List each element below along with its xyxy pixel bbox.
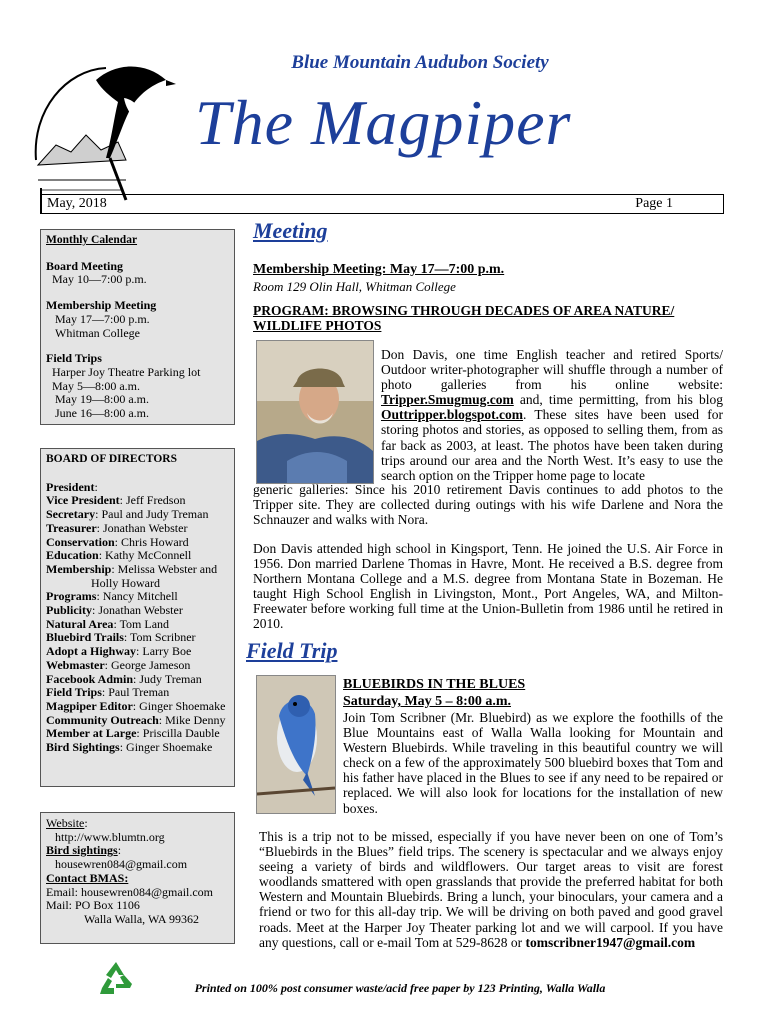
board-separator: : (119, 740, 127, 755)
board-separator: : (123, 630, 131, 645)
board-member-name: Tom Scribner (130, 630, 196, 645)
field-trip-heading: Field Trip (246, 638, 338, 663)
board-separator: : (136, 726, 143, 741)
tom-email-link[interactable]: tomscribner1947@gmail.com (525, 934, 696, 950)
board-separator: : (132, 698, 140, 713)
board-member-name: Ginger Shoemake (126, 740, 213, 755)
board-role: Member at Large (46, 726, 137, 741)
board-separator: : (111, 561, 118, 576)
board-member-name: Chris Howard (121, 534, 189, 549)
meeting-text: and, time permitting, from his blog (513, 392, 723, 408)
board-separator: : (92, 603, 99, 618)
recycle-icon (96, 958, 136, 998)
board-separator: : (133, 671, 140, 686)
program-title: PROGRAM: BROWSING THROUGH DECADES OF AREA NATURE/ WILDLIFE PHOTOS (253, 303, 675, 333)
membership-meeting-time: May 17—7:00 p.m. (55, 311, 150, 326)
board-role: President (46, 479, 95, 494)
board-separator: : (158, 712, 166, 727)
board-member-name: Jonathan Webster (98, 603, 183, 618)
board-separator: : (98, 548, 106, 563)
contact-email[interactable]: Email: housewren084@gmail.com (46, 884, 214, 899)
board-member-name: Paul and Judy Treman (101, 507, 209, 522)
board-member-name: Tom Land (119, 616, 170, 631)
board-member-name: Melissa Webster and (117, 561, 218, 576)
board-member (46, 673, 229, 687)
bluebird-photo (256, 675, 336, 814)
board-list (46, 481, 229, 755)
contact-box: Website: http://www.blumtn.org Bird sightings: housewren084@gmail.com Contact BMAS: Email: housewren084@gmail.com Mail: PO Box 1106 Walla Walla, WA 99362 (40, 812, 235, 944)
board-role: Membership (46, 561, 112, 576)
website-link[interactable]: http://www.blumtn.org (55, 829, 165, 844)
board-member-name: Kathy McConnell (105, 548, 192, 563)
board-role: Field Trips (46, 685, 102, 700)
board-member (46, 604, 229, 618)
meeting-location: Room 129 Olin Hall, Whitman College (253, 279, 456, 294)
meeting-text: . These sites have been used for storing photos and stories, as opposed to selling them, from as far back as 2003, at least. The photos have been taken during trips around our area and the North West. It’s easy to use the search option on the Tripper home page to locate (381, 407, 723, 483)
board-role: Bluebird Trails (46, 630, 124, 645)
board-member-name: Nancy Mitchell (102, 589, 178, 604)
membership-meeting-label: Membership Meeting (46, 298, 157, 313)
board-role: Programs (46, 589, 97, 604)
newsletter-title: The Magpiper (195, 87, 572, 158)
board-member (46, 536, 229, 550)
board-separator: : (104, 657, 111, 672)
tripper-smugmug-link[interactable]: Tripper.Smugmug.com (381, 392, 514, 408)
meeting-paragraph-1-continued: generic galleries: Since his 2010 retirement Davis continues to add photos to the Tripper site. They are collected during outings with his wife Darlene and Nora the Schnauzer and walks with Nora. (253, 482, 723, 528)
field-trips-label: Field Trips (46, 351, 102, 366)
meeting-heading: Meeting (253, 218, 328, 243)
issue-date: May, 2018 (47, 196, 107, 211)
board-role: Vice President (46, 493, 120, 508)
board-member (46, 494, 229, 508)
board-member (46, 631, 229, 645)
meeting-subheading: Membership Meeting: May 17—7:00 p.m. (253, 262, 505, 277)
meeting-paragraph-1 (381, 347, 723, 483)
board-role: Community Outreach (46, 712, 159, 727)
board-member-name: Paul Treman (108, 685, 170, 700)
monthly-calendar-box (40, 229, 235, 425)
field-trip-paragraph-2 (259, 829, 723, 950)
board-role: Bird Sightings (46, 740, 120, 755)
board-member (46, 522, 229, 536)
field-trip-date: Saturday, May 5 – 8:00 a.m. (343, 694, 511, 709)
field-trips-place: Harper Joy Theatre Parking lot (52, 364, 201, 379)
board-member (46, 563, 229, 577)
board-member-name: Holly Howard (91, 575, 160, 590)
board-heading: BOARD OF DIRECTORS (46, 453, 177, 465)
board-member-name: Jonathan Webster (103, 520, 188, 535)
sightings-label: Bird sightings (46, 843, 118, 858)
meeting-paragraph-2: Don Davis attended high school in Kingsport, Tenn. He joined the U.S. Air Force in 1956. Don married Darlene Thomas in Havre, Mont. He received a B.S. degree from Northern Montana College and a M.S. degree from Montana State in Bozeman. He taught High School English in Livingston, Mont., Port Angeles, WA, and Milton-Freewater before working full time at the Union-Bulletin from 1986 until he retired in 2010. (253, 541, 723, 632)
board-member (46, 645, 229, 659)
board-separator: : (94, 479, 98, 494)
board-role: Treasurer (46, 520, 97, 535)
board-member (46, 659, 229, 673)
field-trip-paragraph-1: Join Tom Scribner (Mr. Bluebird) as we explore the foothills of the Blue Mountains east of Walla Walla looking for Mountain and Western Bluebirds. While traveling in this beautiful country we will check on a few of the approximately 500 bluebird boxes that Tom and his father have placed in the Blues to see if any need to be repaired or replaced. We will also look for locations for the installation of new boxes. (343, 710, 723, 816)
board-member (46, 577, 229, 591)
board-separator: : (119, 493, 126, 508)
magpie-logo-icon (26, 40, 176, 210)
board-member (46, 700, 229, 714)
board-member-name: Priscilla Dauble (142, 726, 220, 741)
membership-meeting-place: Whitman College (55, 325, 140, 340)
field-trip-date: May 19—8:00 a.m. (55, 392, 149, 407)
contact-mail: Mail: PO Box 1106 (46, 898, 140, 913)
board-member-name: George Jameson (111, 657, 191, 672)
board-member (46, 590, 229, 604)
board-member-name: Mike Denny (165, 712, 226, 727)
board-meeting-time: May 10—7:00 p.m. (52, 272, 147, 287)
board-role: Publicity (46, 603, 93, 618)
board-member (46, 618, 229, 632)
board-member (46, 686, 229, 700)
board-role: Webmaster (46, 657, 105, 672)
board-member-name: Ginger Shoemake (139, 698, 226, 713)
meeting-text: Don Davis, one time English teacher and retired Sports/ Outdoor writer-photographer will shuffle through a number of photo galleries from his online website: (381, 347, 723, 393)
board-member (46, 481, 229, 495)
board-member-name: Larry Boe (142, 644, 192, 659)
board-member-name: Jeff Fredson (126, 493, 186, 508)
calendar-heading: Monthly Calendar (46, 234, 138, 246)
board-role: Adopt a Highway (46, 644, 137, 659)
board-role: Conservation (46, 534, 115, 549)
page-number: Page 1 (635, 196, 673, 211)
board-of-directors-box (40, 448, 235, 787)
sightings-email-link[interactable]: housewren084@gmail.com (55, 857, 188, 872)
footer-note: Printed on 100% post consumer waste/acid free paper by 123 Printing, Walla Walla (194, 981, 606, 995)
board-separator: : (113, 616, 120, 631)
outtripper-blog-link[interactable]: Outtripper.blogspot.com (381, 407, 524, 423)
website-label: Website (46, 816, 85, 830)
board-role: Facebook Admin (46, 671, 134, 686)
board-member (46, 741, 229, 755)
board-member (46, 549, 229, 563)
society-name: Blue Mountain Audubon Society (291, 52, 549, 73)
board-role: Education (46, 548, 99, 563)
board-separator: : (101, 685, 109, 700)
contact-city: Walla Walla, WA 99362 (84, 911, 199, 926)
date-bar (40, 194, 724, 214)
board-role: Secretary (46, 507, 96, 522)
board-separator: : (95, 507, 102, 522)
board-meeting-label: Board Meeting (46, 258, 123, 273)
contact-label: Contact BMAS: (46, 870, 129, 885)
field-trip-title: BLUEBIRDS IN THE BLUES (343, 677, 526, 692)
field-trip-date: June 16—8:00 a.m. (55, 406, 149, 421)
board-separator: : (114, 534, 122, 549)
board-separator: : (136, 644, 143, 659)
board-role: Natural Area (46, 616, 114, 631)
board-separator: : (96, 589, 103, 604)
board-role: Magpiper Editor (46, 698, 133, 713)
board-member (46, 727, 229, 741)
board-member (46, 508, 229, 522)
field-trip-date: May 5—8:00 a.m. (52, 378, 140, 393)
speaker-photo (256, 340, 374, 484)
field-trip-text: This is a trip not to be missed, especially if you have never been on one of Tom’s “Bluebirds in the Blues” field trips. The scenery is spectacular and we always enjoy seeing a variety of birds and wildflowers. Our target areas to visit are forest woodlands smattered with open grasslands that provide the preferred habitat for both Western and Mountain Bluebirds. Bring a lunch, your binoculars, your camera and a friend or two for this all-day trip. We will be driving on both paved and good gravel roads. Meet at the Harper Joy Theater parking lot and we will carpool. If you have any questions, call or e-mail Tom at 529-8628 or (259, 829, 723, 950)
board-member-name: Judy Treman (139, 671, 202, 686)
board-member (46, 714, 229, 728)
board-separator: : (96, 520, 103, 535)
